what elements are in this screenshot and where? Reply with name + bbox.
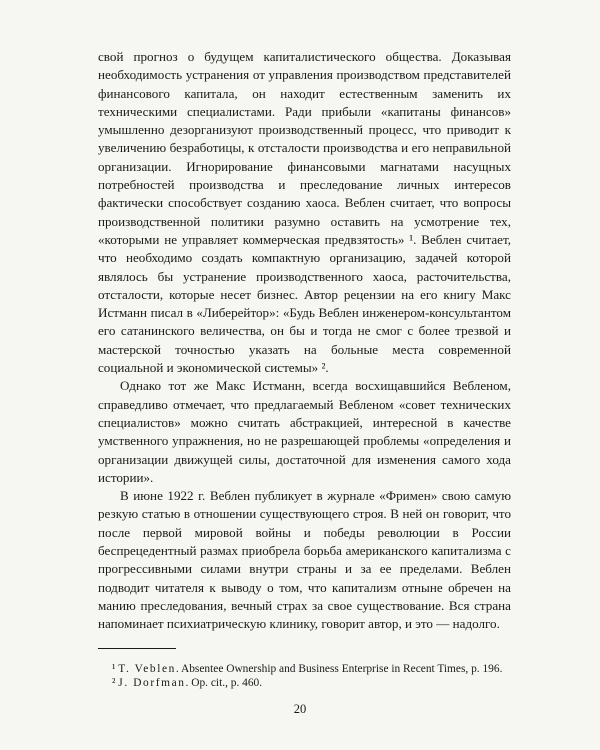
footnote-2-author: J. Dorfman <box>118 677 186 690</box>
page-body <box>98 48 511 691</box>
paragraph-3: В июне 1922 г. Веблен публикует в журнале «Фримен» свою самую резкую статью в отношении существующего строя. В ней он говорит, что после первой мировой войны и победы революции в России беспрецедентный размах приобрела борьба американского капитализма с прогрессивными силами внутри страны и за ее пределами. Веблен подводит читателя к выводу о том, что капитализм отныне обречен на манию преследования, вечный страх за свое существование. Вся страна напоминает психиатрическую клинику, говорит автор, и это — надолго. <box>98 488 511 632</box>
footnote-2-text: . Op. cit., p. 460. <box>185 677 263 690</box>
paragraph-1: свой прогноз о будущем капиталистического общества. Доказывая необходимость устранения от управления производством представителей финансового капитала, он находит естественным заменить их техническими специалистами. Ради прибыли «капитаны финансов» умышленно дезорганизуют производственный процесс, что приводит к увеличению безработицы, к отсталости производства и его неправильной организации. Игнорирование финансовыми магнатами насущных потребностей производства и преследование личных интересов фактически способствует созданию хаоса. Веблен считает, что вопросы производственной политики разумно оставить на усмотрение тех, «которыми не управляет коммерческая предвзятость» ¹. Веблен считает, что необходимо создать компактную организацию, задачей которой являлось бы устранение производственного хаоса, расточительства, отсталости, которые несет бизнес. Автор рецензии на его книгу Макс Истманн писал в «Либерейтор»: «Будь Веблен инженером-консультантом его сатанинского величества, он бы и тогда не смог с более трезвой и мастерской точностью указать на больные места современной социальной и экономической системы» ². <box>98 49 511 376</box>
footnote-1-author: T. Veblen <box>118 662 176 675</box>
footnote-1-marker: ¹ <box>112 662 116 675</box>
footnote-2 <box>98 676 511 691</box>
footnote-divider <box>98 648 176 649</box>
footnote-1-text: . Absentee Ownership and Business Enterprise in Recent Times, p. 196. <box>175 662 503 675</box>
paragraph-2: Однако тот же Макс Истманн, всегда восхищавшийся Вебленом, справедливо отмечает, что предлагаемый Вебленом «совет технических специалистов» можно считать абстракцией, интересной в качестве умственного упражнения, но не разрешающей проблемы «определения и организации движущей силы, достаточной для изменения самого хода истории». <box>98 378 511 485</box>
page-number: 20 <box>293 702 307 716</box>
footnote-1 <box>98 662 511 677</box>
footnote-2-marker: ² <box>112 677 116 690</box>
